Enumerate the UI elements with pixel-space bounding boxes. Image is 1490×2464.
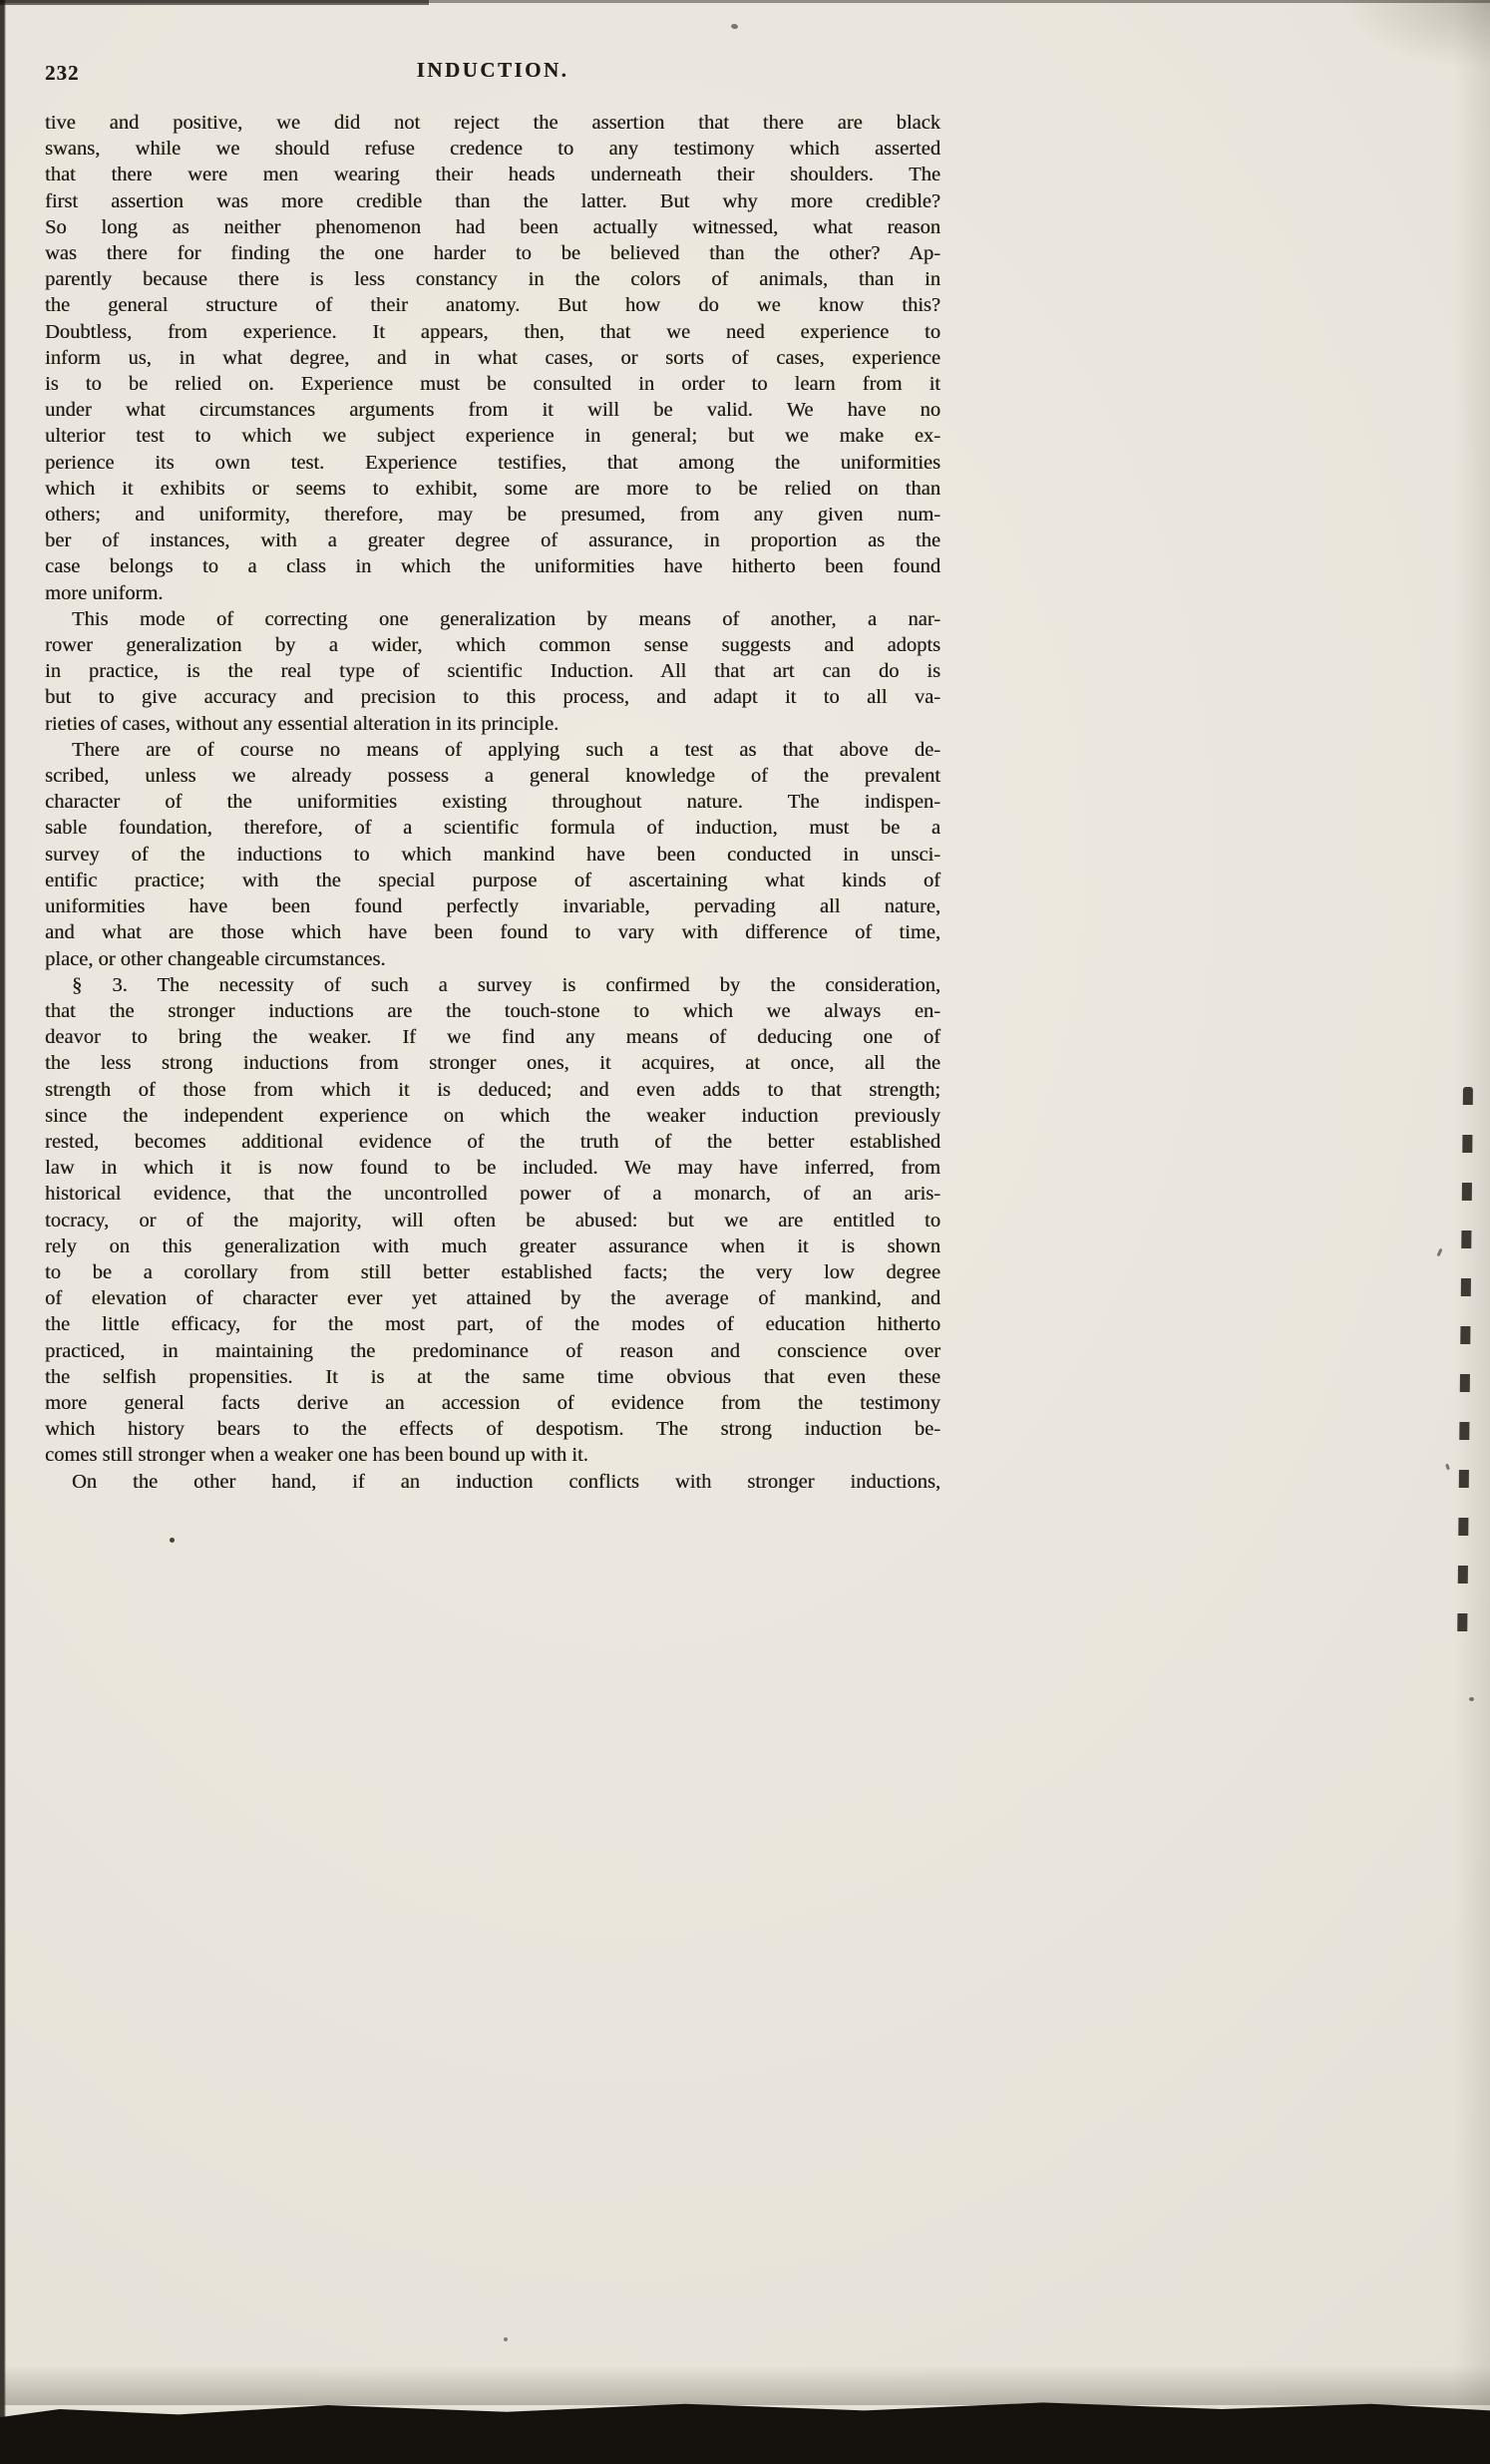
text-line: § 3. The necessity of such a survey is confirmed by the consideration, [72,973,940,996]
text-line: On the other hand, if an induction conflicts with stronger inductions, [72,1470,940,1493]
text-line: There are of course no means of applying such a test as that above de- [72,738,940,761]
page-header [45,58,940,92]
text-line: practiced, in maintaining the predominance of reason and conscience over [45,1339,940,1362]
text-line: This mode of correcting one generalization by means of another, a nar- [72,607,940,630]
text-line: sable foundation, therefore, of a scientific formula of induction, must be a [45,817,940,840]
text-line: deavor to bring the weaker. If we find any means of deducing one of [45,1026,940,1049]
paragraph [45,110,940,606]
text-line: that the stronger inductions are the touch-stone to which we always en- [45,999,940,1022]
text-line: case belongs to a class in which the uniformities have hitherto been found [45,555,940,578]
text-line: the general structure of their anatomy. But how do we know this? [45,294,940,317]
text-line: ulterior test to which we subject experience in general; but we make ex- [45,425,940,448]
text-line: historical evidence, that the uncontrolled power of a monarch, of an aris- [45,1183,940,1206]
scan-bottom-shadow [0,2365,1490,2405]
text-line: of elevation of character ever yet attained by the average of mankind, and [45,1287,940,1310]
text-line: first assertion was more credible than the latter. But why more credible? [45,189,940,212]
text-line: is to be relied on. Experience must be consulted in order to learn from it [45,373,940,396]
text-line: the less strong inductions from stronger ones, it acquires, at once, all the [45,1052,940,1075]
text-line: law in which it is now found to be included. We may have inferred, from [45,1157,940,1180]
text-line: rieties of cases, without any essential alteration in its principle. [45,712,559,735]
text-line: more general facts derive an accession of evidence from the testimony [45,1391,940,1414]
text-line: was there for finding the one harder to be believed than the other? Ap- [45,242,940,265]
text-line: that there were men wearing their heads underneath their shoulders. The [45,164,940,186]
paragraph [45,1469,940,1495]
ink-speck-margin-2 [1445,1464,1450,1471]
text-line: place, or other changeable circumstances. [45,947,386,970]
text-body [45,110,940,1495]
text-line: strength of those from which it is deduced; and even adds to that strength; [45,1078,940,1101]
text-line: the selfish propensities. It is at the same time obvious that even these [45,1365,940,1388]
text-line: which history bears to the effects of despotism. The strong induction be- [45,1418,940,1441]
text-line: perience its own test. Experience testifies, that among the uniformities [45,451,940,474]
text-line: uniformities have been found perfectly invariable, pervading all nature, [45,895,940,918]
scan-edge-left [0,0,6,2464]
paragraph [45,606,940,737]
scan-edge-top-segment [0,0,429,5]
ink-speck-bottom [504,2337,508,2341]
text-line: since the independent experience on which the weaker induction previously [45,1104,940,1127]
text-line: inform us, in what degree, and in what cases, or sorts of cases, experience [45,346,940,369]
text-line: rely on this generalization with much greater assurance when it is shown [45,1234,940,1257]
text-line: the little efficacy, for the most part, of the modes of education hitherto [45,1313,940,1336]
scan-fore-edge-shade [1454,0,1490,2464]
text-line: under what circumstances arguments from it will be valid. We have no [45,399,940,422]
text-line: scribed, unless we already possess a general knowledge of the prevalent [45,765,940,788]
paragraph [45,972,940,1469]
text-line: tive and positive, we did not reject the assertion that there are black [45,112,940,134]
running-title: INDUCTION. [416,58,569,82]
ink-speck-margin-1 [1436,1248,1442,1257]
ink-speck-top [731,23,739,29]
text-line: to be a corollary from still better established facts; the very low degree [45,1260,940,1283]
paragraph [45,737,940,972]
text-line: more uniform. [45,581,164,604]
text-line: comes still stronger when a weaker one has been bound up with it. [45,1444,588,1467]
text-line: tocracy, or of the majority, will often be abused: but we are entitled to [45,1209,940,1232]
text-line: which it exhibits or seems to exhibit, some are more to be relied on than [45,477,940,500]
text-line: character of the uniformities existing throughout nature. The indispen- [45,791,940,814]
text-line: in practice, is the real type of scientific Induction. All that art can do is [45,660,940,683]
text-line: entific practice; with the special purpose of ascertaining what kinds of [45,869,940,891]
ink-dot-below-text [170,1538,175,1543]
text-line: Doubtless, from experience. It appears, then, that we need experience to [45,320,940,343]
text-line: swans, while we should refuse credence to any testimony which asserted [45,138,940,161]
text-line: ber of instances, with a greater degree of assurance, in proportion as the [45,529,940,552]
text-line: rested, becomes additional evidence of the truth of the better established [45,1130,940,1153]
text-line: and what are those which have been found to vary with difference of time, [45,921,940,944]
text-line: rower generalization by a wider, which common sense suggests and adopts [45,634,940,657]
ink-speck-margin-3 [1469,1697,1474,1701]
text-line: parently because there is less constancy in the colors of animals, than in [45,268,940,291]
scan-bottom-band [0,2397,1490,2464]
text-line: So long as neither phenomenon had been actually witnessed, what reason [45,215,940,238]
page-number: 232 [45,61,80,85]
text-line: others; and uniformity, therefore, may be presumed, from any given num- [45,504,940,527]
text-line: but to give accuracy and precision to this process, and adapt it to all va- [45,686,940,709]
text-line: survey of the inductions to which mankind have been conducted in unsci- [45,843,940,866]
